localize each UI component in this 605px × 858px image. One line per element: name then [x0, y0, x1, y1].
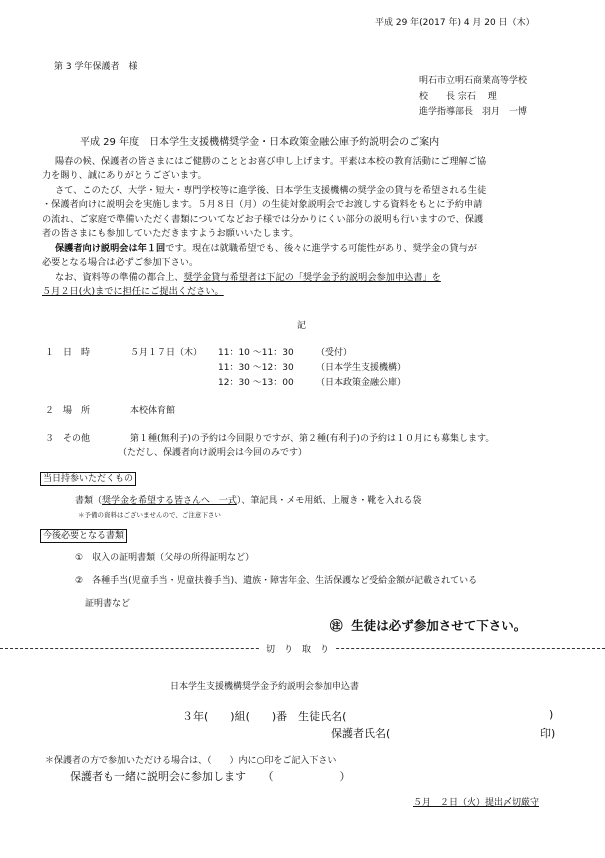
submission-deadline: ５月２日(火)までに担任にご提出ください。: [42, 286, 224, 297]
item-place-label: ２ 場 所: [45, 406, 91, 416]
paragraph-3-line-1: [55, 242, 477, 257]
director-name: 進学指導部長 羽月 一博: [419, 107, 528, 117]
future-docs-header: 今後必要となる書類: [40, 529, 127, 543]
notice: [330, 616, 526, 634]
paragraph-1-line-2: 力を賜り、誠にありがとうございます。: [42, 170, 207, 181]
item-other-line-1: 第１種(無利子)の予約は今回限りですが、第２種(有利子)の予約は１０月にも募集します。: [130, 434, 495, 444]
notice-text: 生徒は必ず参加させて下さい。: [351, 618, 527, 633]
item-other-label: ３ その他: [45, 434, 91, 444]
form-instruction: ＊保護者の方で参加いただける場合は、（ ）内に○印をご記入下さい: [45, 756, 337, 766]
student-name-close: ): [549, 708, 554, 721]
paragraph-1-line-1: 陽春の候、保護者の皆さまにはご健勝のこととお喜び申し上げます。平素は本校の教育活動にご理解ご協: [55, 156, 487, 167]
time-slot-1-note: （受付）: [316, 348, 353, 358]
time-slot-2-note: （日本学生支援機構）: [316, 363, 407, 373]
time-slot-3: 12：30 ～13：00: [218, 378, 294, 388]
time-slot-3-note: （日本政策金融公庫）: [316, 378, 407, 388]
time-slot-1: 11：10 ～11：30: [218, 348, 294, 358]
application-instruction: 奨学金貸与希望者は下記の「奨学金予約説明会参加申込書」を: [183, 272, 441, 283]
student-name-line: ３年( )組( )番 生徒氏名(: [182, 710, 347, 723]
paragraph-3-rest: です。現在は就職希望でも、後々に進学する可能性があり、奨学金の貸与が: [165, 243, 477, 254]
guardian-name-line: 保護者氏名(: [331, 727, 391, 740]
item-datetime-date: ５月１７日（木）: [130, 348, 203, 358]
paragraph-2-line-2: ・保護者向けに説明会を実施します。５月８日（月）の生徒対象説明会でお渡しする資料をもとに予約申請: [42, 199, 483, 210]
annual-session-emphasis: 保護者向け説明会は年１回: [55, 243, 166, 254]
paragraph-3-line-2: 必要となる場合は必ずご参加下さい。: [42, 257, 199, 268]
recipient: 第 3 学年保護者 様: [54, 62, 138, 72]
item-other-line-2: （ただし、保護者向け説明会は今回のみです）: [118, 448, 308, 458]
document-date: 平成 29 年(2017 年) 4 月 20 日（木）: [375, 18, 535, 28]
attendance-line: 保護者も一緒に説明会に参加します （ ）: [70, 770, 351, 783]
future-doc-2-continued: 証明書など: [85, 599, 131, 609]
school-name: 明石市立明石商業高等学校: [419, 76, 528, 86]
future-doc-1: ① 収入の証明書類（父母の所得証明など）: [75, 553, 255, 563]
ki-heading: 記: [297, 321, 307, 331]
paragraph-2-line-4: 者の皆さまにも参加していただきますようお願いいたします。: [42, 228, 299, 239]
notice-mark: ㊟: [330, 618, 343, 633]
paragraph-4-line-1: [55, 271, 441, 286]
scholarship-materials: 奨学金を希望する皆さんへ 一式: [102, 496, 237, 506]
item-datetime-label: １ 日 時: [45, 348, 91, 358]
bring-items: [75, 493, 421, 506]
seal-mark: 印): [540, 727, 556, 740]
paragraph-2-line-1: さて、このたび、大学・短大・専門学校等に進学後、日本学生支援機構の奨学金の貸与を希望される生徒: [55, 185, 487, 196]
item-place-value: 本校体育館: [130, 406, 176, 416]
cut-label: 切 り 取 り: [260, 642, 335, 655]
bring-items-start: 書類（: [75, 496, 103, 506]
paragraph-4-start: なお、資料等の準備の都合上、: [55, 272, 184, 283]
page-title: 平成 29 年度 日本学生支援機構奨学金・日本政策金融公庫予約説明会のご案内: [80, 137, 440, 148]
future-doc-2: ② 各種手当(児童手当・児童扶養手当)、遺族・障害年金、生活保護など受給金額が記載されている: [75, 576, 478, 586]
bring-items-rest: ）、筆記具・メモ用紙、上履き・靴を入れる袋: [236, 496, 422, 506]
paragraph-2-line-3: の流れ、ご家庭で準備いただく書類についてなどお子様では分かりにくい部分の説明も行いますので、保護: [42, 214, 484, 225]
principal-name: 校 長 宗石 理: [419, 92, 497, 102]
bring-header: 当日持参いただくもの: [40, 472, 136, 486]
bring-note: ＊予備の資料はございませんので、ご注意下さい: [78, 511, 221, 519]
form-title: 日本学生支援機構奨学金予約説明会参加申込書: [170, 682, 360, 692]
form-deadline: ５月 ２日（火）提出〆切厳守: [413, 798, 540, 808]
time-slot-2: 11：30 ～12：30: [218, 363, 294, 373]
